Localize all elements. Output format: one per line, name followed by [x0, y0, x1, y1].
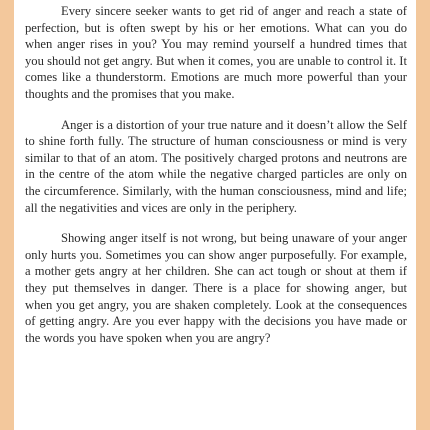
paragraph-2: Anger is a distortion of your true nature and it doesn’t allow the Self to shine forth fully. The structure of human consciousness or mind is very similar to that of an atom. The positively charged protons and neutrons are in the centre of the atom while the negative charged particles are only on the circumference. Similarly, with the human consciousness, mind and life; all the negativities and vices are only in the periphery. — [25, 117, 407, 215]
book-page — [14, 0, 416, 430]
paragraph-1: Every sincere seeker wants to get rid of anger and reach a state of perfection, but is often swept by his or her emotions. What can you do when anger rises in you? You may remind yourself a hundred times that you should not get angry. But when it comes, you are unable to control it. It comes like a thunderstorm. Emotions are much more powerful than your thoughts and the promises that you make. — [25, 4, 407, 101]
paragraph-3: Showing anger itself is not wrong, but being unaware of your anger only hurts you. Sometimes you can show anger purposefully. For example, a mother gets angry at her children. She can act tough or shout at them if they put themselves in danger. There is a place for showing anger, but when you get angry, you are shaken completely. Look at the consequences of getting angry. Are you ever happy with the decisions you have made or the words you have spoken when you are angry? — [25, 231, 407, 345]
